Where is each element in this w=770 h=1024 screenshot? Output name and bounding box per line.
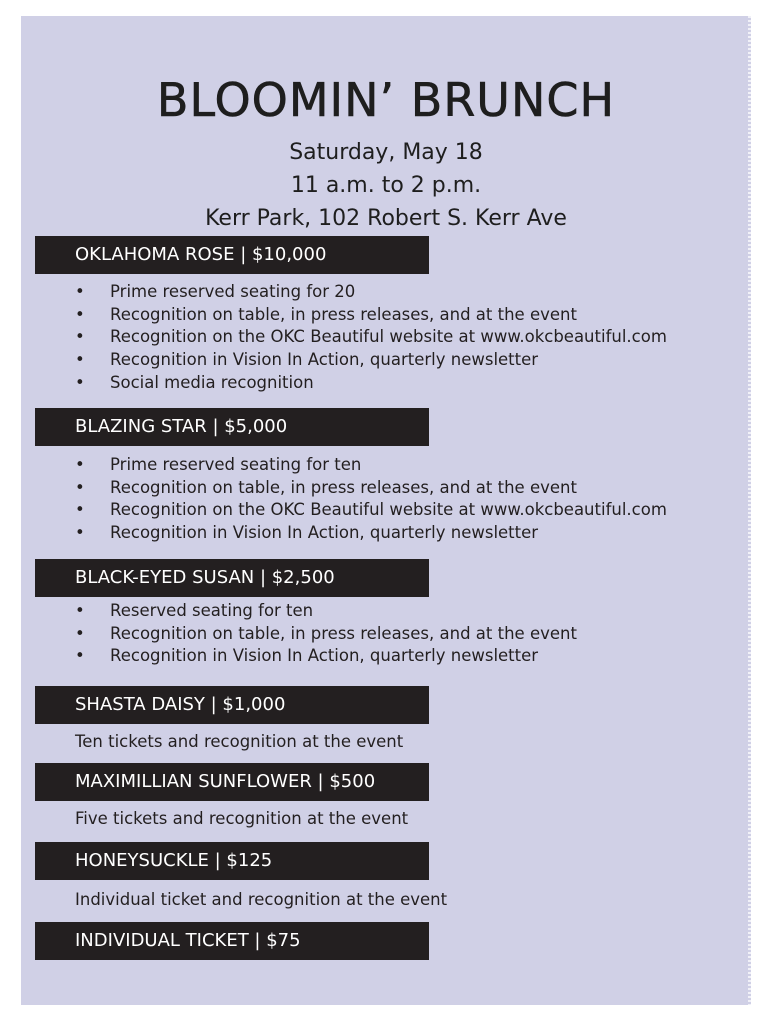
tier-benefits-oklahoma-rose <box>75 281 667 395</box>
benefit-item: • Reserved seating for ten <box>75 600 577 623</box>
benefit-item: • Social media recognition <box>75 372 667 395</box>
benefit-item: • Prime reserved seating for 20 <box>75 281 667 304</box>
tier-heading-oklahoma-rose: OKLAHOMA ROSE | $10,000 <box>35 236 429 274</box>
tier-heading-individual-ticket: INDIVIDUAL TICKET | $75 <box>35 922 429 960</box>
benefit-item: • Recognition in Vision In Action, quarterly newsletter <box>75 645 577 668</box>
event-time: 11 a.m. to 2 p.m. <box>290 173 482 198</box>
event-title: BLOOMIN’ BRUNCH <box>156 73 616 127</box>
benefit-item: • Recognition on table, in press releases, and at the event <box>75 477 667 500</box>
tier-description-shasta-daisy: Ten tickets and recognition at the event <box>75 732 404 751</box>
benefit-item: • Recognition on table, in press releases, and at the event <box>75 304 667 327</box>
benefit-item: • Recognition on the OKC Beautiful website at www.okcbeautiful.com <box>75 326 667 349</box>
tier-description-honeysuckle: Individual ticket and recognition at the event <box>75 890 448 909</box>
event-date: Saturday, May 18 <box>289 140 483 165</box>
tier-heading-black-eyed-susan: BLACK-EYED SUSAN | $2,500 <box>35 559 429 597</box>
tier-benefits-black-eyed-susan <box>75 600 577 668</box>
tier-heading-blazing-star: BLAZING STAR | $5,000 <box>35 408 429 446</box>
tier-heading-maximillian-sunflower: MAXIMILLIAN SUNFLOWER | $500 <box>35 763 429 801</box>
benefit-item: • Recognition on the OKC Beautiful website at www.okcbeautiful.com <box>75 499 667 522</box>
benefit-item: • Recognition on table, in press releases, and at the event <box>75 623 577 646</box>
tier-heading-honeysuckle: HONEYSUCKLE | $125 <box>35 842 429 880</box>
tier-benefits-blazing-star <box>75 454 667 545</box>
flyer-panel <box>21 16 751 1005</box>
tier-heading-shasta-daisy: SHASTA DAISY | $1,000 <box>35 686 429 724</box>
event-location: Kerr Park, 102 Robert S. Kerr Ave <box>205 206 567 231</box>
benefit-item: • Recognition in Vision In Action, quarterly newsletter <box>75 522 667 545</box>
benefit-item: • Recognition in Vision In Action, quarterly newsletter <box>75 349 667 372</box>
benefit-item: • Prime reserved seating for ten <box>75 454 667 477</box>
tier-description-maximillian-sunflower: Five tickets and recognition at the event <box>75 809 409 828</box>
